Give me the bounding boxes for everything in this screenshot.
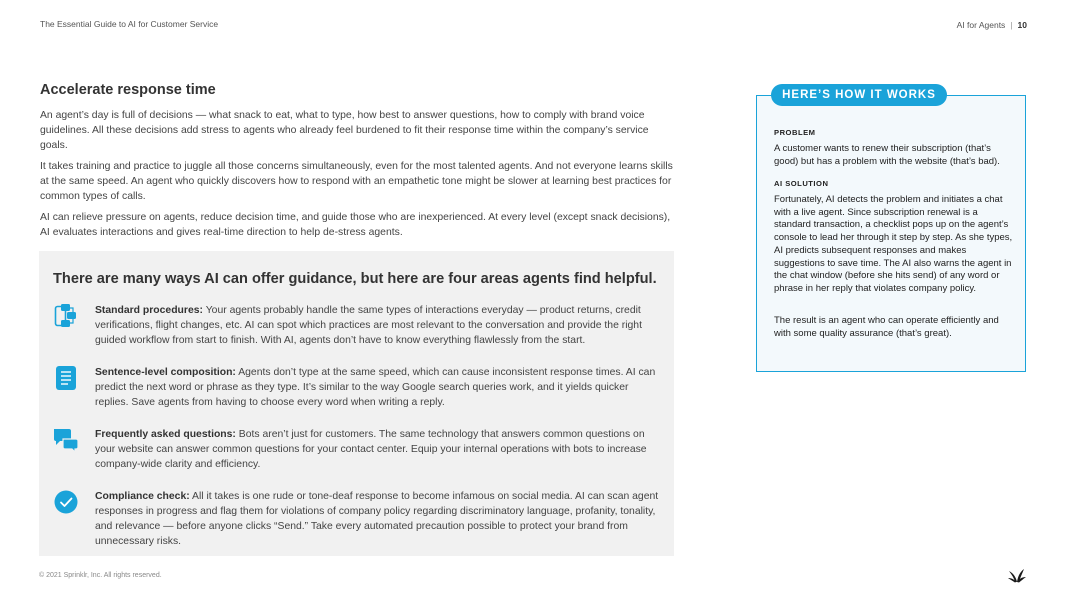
sprinklr-logo	[1007, 567, 1027, 583]
document-icon	[53, 365, 79, 391]
guidance-item-text	[95, 427, 663, 472]
guidance-item-text	[95, 303, 663, 348]
problem-label: PROBLEM	[774, 128, 816, 137]
guidance-item-body: Bots aren’t just for customers. The same technology that answers common questions on your website can answer common questions for your contact center. Equip your internal operations with bots to increase company-wide clarity and efficiency.	[95, 429, 647, 470]
paragraph: An agent’s day is full of decisions — what snack to eat, what to type, how best to answer questions, how to comply with brand voice guidelines. All these decisions add stress to agents who already feel burdened to fit their response time within the company’s service goals.	[40, 110, 649, 151]
paragraph: It takes training and practice to juggle all those concerns simultaneously, even for the most talented agents. And not everyone learns skills at the same speed. An agent who quickly discovers how to respond with an empathetic tone might be slower at learning best practices for common types of calls.	[40, 161, 673, 202]
guidance-item-body: All it takes is one rude or tone-deaf response to become infamous on social media. AI can scan agent responses in progress and flag them for violations of company policy regarding discriminatory language, profanity, tonality, and relevance — before anyone clicks “Send.” Take every automated precaution possible to protect your brand from unnecessary risks.	[95, 491, 659, 547]
guidance-item-text	[95, 365, 663, 410]
guidance-item-title: Compliance check:	[95, 491, 190, 502]
chat-bubbles-icon	[53, 427, 79, 453]
page-header-right	[957, 20, 1027, 30]
result-text: The result is an agent who can operate efficiently and with some quality assurance (that’s great).	[774, 315, 999, 339]
document-title: The Essential Guide to AI for Customer Service	[40, 19, 219, 29]
copyright: © 2021 Sprinklr, Inc. All rights reserved.	[39, 572, 162, 579]
guidance-box	[39, 251, 674, 556]
how-it-works-tab: HERE’S HOW IT WORKS	[771, 84, 947, 106]
workflow-icon	[53, 303, 79, 329]
guidance-item-body: Your agents probably handle the same types of interactions everyday — product returns, credit verifications, flight changes, etc. AI can spot which practices are most relevant to the conversation and provide the right guided workflow from start to finish. With AI, agents don’t have to know everything flawlessly from the start.	[95, 305, 642, 346]
solution-text: Fortunately, AI detects the problem and initiates a chat with a live agent. Since subscription renewal is a standard transaction, a checklist pops up on the agent’s console to lead her through it step by step. As she types, AI predicts subsequent responses and makes suggestions to save time. The AI also warns the agent in the chat window (before she hits send) of any word or phrase in her reply that violates company policy.	[774, 194, 1013, 294]
how-it-works-panel	[756, 95, 1026, 372]
guidance-item-title: Frequently asked questions:	[95, 429, 236, 440]
section-name: AI for Agents	[956, 20, 1006, 30]
main-content	[40, 82, 674, 246]
guidance-item-body: Agents don’t type at the same speed, which can cause inconsistent response times. AI can predict the next word or phrase as they type. It’s similar to the way Google search queries work, and it yields quicker replies. Save agents from having to choose every word when writing a reply.	[95, 367, 656, 408]
header-separator: |	[1010, 20, 1013, 30]
solution-label: AI SOLUTION	[774, 179, 829, 188]
problem-text: A customer wants to renew their subscription (that’s good) but has a problem with the website (that’s bad).	[774, 143, 1000, 167]
checkmark-icon	[53, 489, 79, 515]
guidance-item-title: Standard procedures:	[95, 305, 203, 316]
section-heading: Accelerate response time	[40, 82, 216, 98]
paragraph: AI can relieve pressure on agents, reduce decision time, and guide those who are inexperienced. At every level (except snack decisions), AI evaluates interactions and gives real-time direction to help de-stress agents.	[40, 212, 671, 238]
guidance-item-title: Sentence-level composition:	[95, 367, 236, 378]
guidance-item-text	[95, 489, 663, 549]
page-number: 10	[1017, 20, 1027, 30]
guidance-heading: There are many ways AI can offer guidance, but here are four areas agents find helpful.	[53, 271, 657, 287]
